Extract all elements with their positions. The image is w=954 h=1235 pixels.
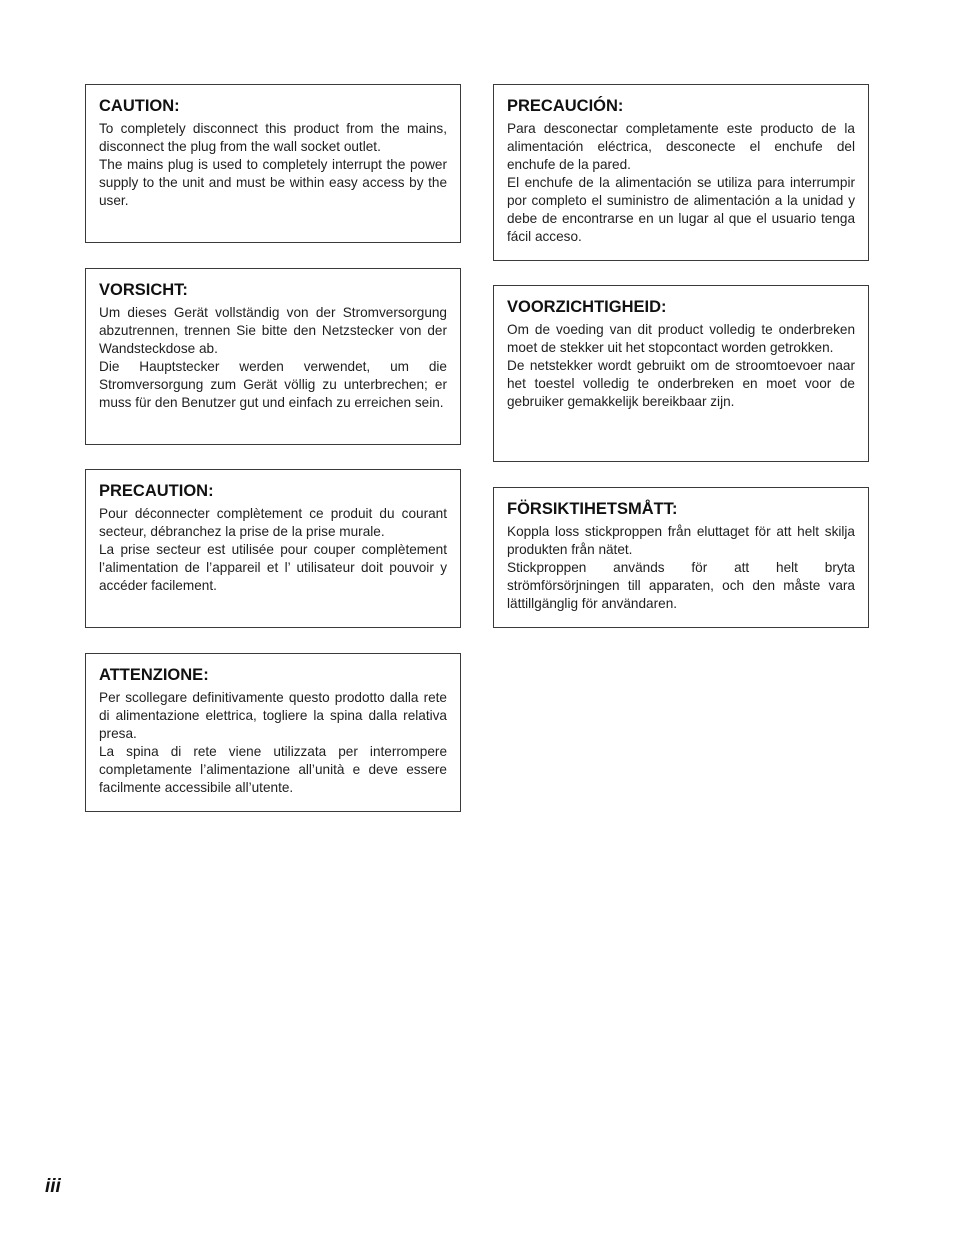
notice-title: CAUTION: xyxy=(99,97,180,115)
notice-title: PRECAUCIÓN: xyxy=(507,97,624,115)
notice-paragraph: Stickproppen används för att helt bryta strömförsörjningen till apparaten, och den måste vara lättillgänglig för användaren. xyxy=(507,560,855,611)
notice-paragraph: La spina di rete viene utilizzata per interrompere completamente l’alimentazione all’unità e deve essere facilmente accessibile all’utente. xyxy=(99,744,447,795)
precaucion-notice xyxy=(493,84,869,261)
forsiktighetsmatt-notice xyxy=(493,487,869,628)
notice-paragraph: Om de voeding van dit product volledig te onderbreken moet de stekker uit het stopcontact worden getrokken. xyxy=(507,322,855,355)
notice-paragraph: Koppla loss stickproppen från eluttaget för att helt skilja produkten från nätet. xyxy=(507,524,855,557)
notice-title: VORSICHT: xyxy=(99,281,188,299)
notice-paragraph: La prise secteur est utilisée pour couper complètement l’alimentation de l’appareil et l’ utilisateur doit pouvoir y accéder facilement. xyxy=(99,542,447,593)
notice-paragraph: Per scollegare definitivamente questo prodotto dalla rete di alimentazione elettrica, togliere la spina dalla relativa presa. xyxy=(99,690,447,741)
vorsicht-notice xyxy=(85,268,461,445)
notice-paragraph: To completely disconnect this product from the mains, disconnect the plug from the wall socket outlet. xyxy=(99,121,447,154)
notice-paragraph: The mains plug is used to completely interrupt the power supply to the unit and must be within easy access by the user. xyxy=(99,157,447,208)
notice-title: ATTENZIONE: xyxy=(99,666,209,684)
notice-paragraph: Para desconectar completamente este producto de la alimentación eléctrica, desconecte el enchufe del enchufe de la pared. xyxy=(507,121,855,172)
notice-paragraph: De netstekker wordt gebruikt om de stroomtoevoer naar het toestel volledig te onderbreken en moet voor de gebruiker gemakkelijk bereikbaar zijn. xyxy=(507,358,855,409)
notice-title: PRECAUTION: xyxy=(99,482,214,500)
precaution-notice xyxy=(85,469,461,628)
notice-title: FÖRSIKTIHETSMÅTT: xyxy=(507,500,678,518)
caution-notice xyxy=(85,84,461,243)
notice-title: VOORZICHTIGHEID: xyxy=(507,298,667,316)
notice-paragraph: Pour déconnecter complètement ce produit du courant secteur, débranchez la prise de la prise murale. xyxy=(99,506,447,539)
voorzichtigheid-notice xyxy=(493,285,869,462)
attenzione-notice xyxy=(85,653,461,812)
notice-paragraph: El enchufe de la alimentación se utiliza para interrumpir por completo el suministro de alimentación a la unidad y debe de encontrarse en un lugar al que el usuario tenga fácil acceso. xyxy=(507,175,855,244)
notice-paragraph: Um dieses Gerät vollständig von der Stromversorgung abzutrennen, trennen Sie bitte den Netzstecker von der Wandsteckdose ab. xyxy=(99,305,447,356)
notice-paragraph: Die Hauptstecker werden verwendet, um die Stromversorgung zum Gerät völlig zu unterbrechen; er muss für den Benutzer gut und einfach zu erreichen sein. xyxy=(99,359,447,410)
page-number: iii xyxy=(45,1176,61,1197)
